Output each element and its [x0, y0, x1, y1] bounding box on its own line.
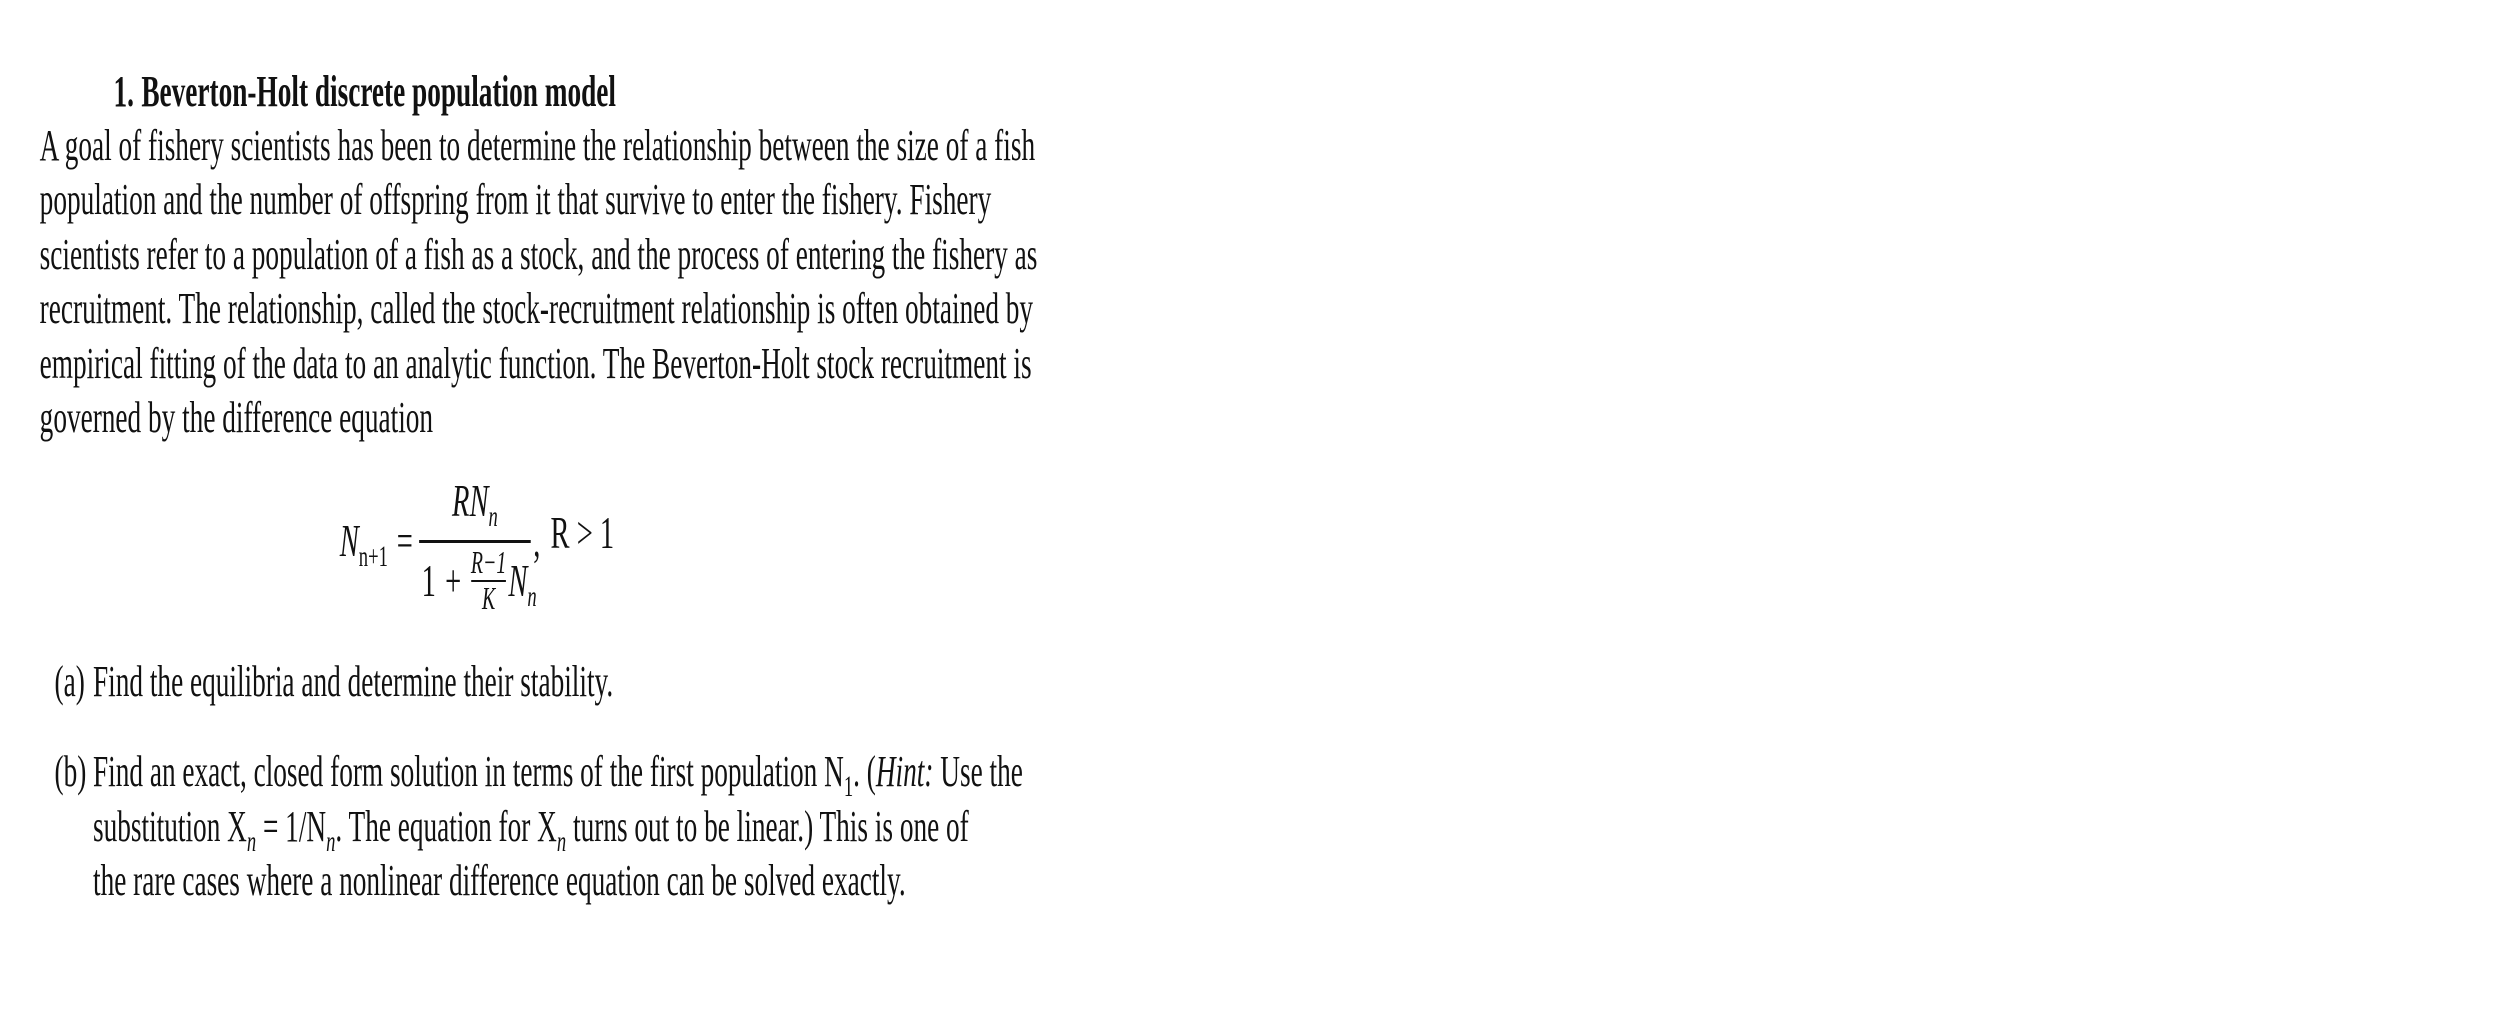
equation-condition: R > 1: [550, 507, 615, 558]
equation-equals: =: [396, 515, 413, 566]
equation-denominator: 1 + R−1 K $N_n$: [421, 544, 537, 616]
fraction-bar: [419, 540, 531, 543]
intro-line-6: governed by the difference equation: [39, 393, 434, 442]
item-a-text: Find the equilibria and determine their stability.: [93, 657, 614, 706]
small-fraction: R−1 K: [470, 544, 507, 616]
equation-comma: ,: [533, 515, 541, 566]
item-b-line-3: the rare cases where a nonlinear difference equation can be solved exactly.: [93, 856, 906, 905]
beverton-holt-equation: [0, 474, 1550, 624]
equation-fraction: [419, 474, 537, 624]
item-b-line-1: Find an exact, closed form solution in terms of the first population $N_1$. (Hint: Use the: [93, 747, 1023, 803]
section-number: 1.: [113, 67, 134, 116]
intro-line-3: scientists refer to a population of a fish as a stock, and the process of entering the fishery as: [39, 230, 1038, 279]
intro-line-2: population and the number of offspring from it that survive to enter the fishery. Fishery: [39, 175, 992, 224]
intro-line-4: recruitment. The relationship, called the stock-recruitment relationship is often obtained by: [39, 284, 1034, 333]
item-b-label: (b): [54, 747, 87, 796]
intro-line-1: A goal of fishery scientists has been to determine the relationship between the size of a fish: [39, 121, 1036, 170]
item-a-label: (a): [54, 657, 85, 706]
equation-numerator: $RN_n$: [452, 475, 498, 533]
equation-lhs: $N_{n+1}$: [339, 515, 388, 573]
intro-line-5: empirical fitting of the data to an analytic function. The Beverton-Holt stock recruitment is: [39, 339, 1032, 388]
section-heading: [113, 64, 615, 120]
section-title: Beverton-Holt discrete population model: [141, 67, 616, 116]
item-b-line-2: substitution $X_n = 1/N_n$. The equation for $X_n$ turns out to be linear.) This is one of: [93, 802, 969, 858]
